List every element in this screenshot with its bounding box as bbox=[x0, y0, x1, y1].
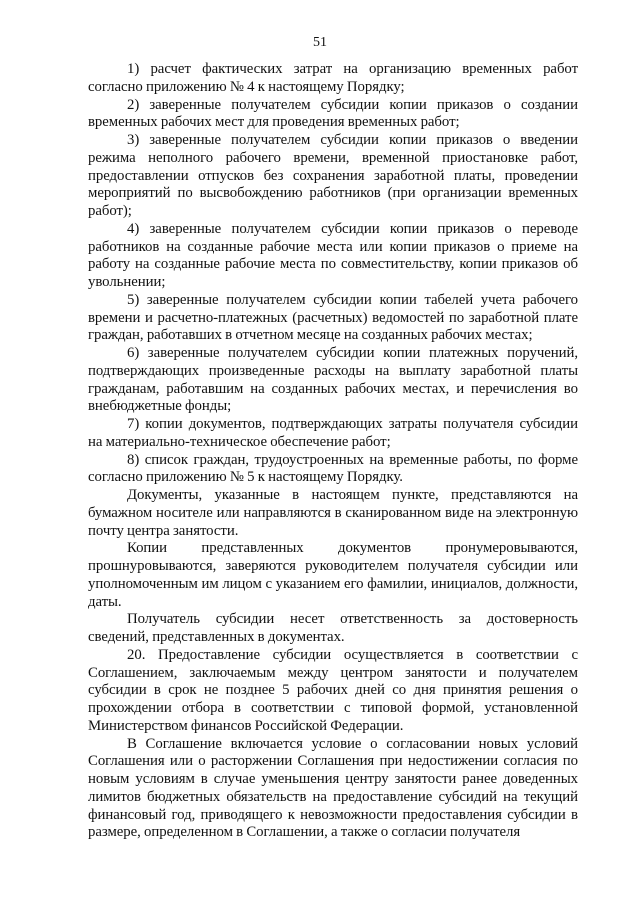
list-item-7: 7) копии документов, подтверждающих затраты получателя субсидии на материально-техническое обеспечение работ; bbox=[88, 416, 578, 450]
list-item-6: 6) заверенные получателем субсидии копии платежных поручений, подтверждающих произведенные расходы на выплату заработной платы гражданам, работавшим на созданных рабочих местах, и перечисления во внебюджетные фонды; bbox=[88, 345, 578, 415]
page-number: 51 bbox=[313, 35, 327, 50]
list-item-2: 2) заверенные получателем субсидии копии приказов о создании временных рабочих мест для проведения временных работ; bbox=[88, 96, 578, 131]
list-item-1: 1) расчет фактических затрат на организацию временных работ согласно приложению № 4 к настоящему Порядку; bbox=[88, 61, 578, 95]
documents-submission-paragraph: Документы, указанные в настоящем пункте, представляются на бумажном носителе или направляются в сканированном виде на электронную почту центра занятости. bbox=[88, 487, 578, 539]
list-item-5: 5) заверенные получателем субсидии копии табелей учета рабочего времени и расчетно-платежных (расчетных) ведомостей по заработной плате граждан, работавших в отчетном месяце на созданных рабочих местах; bbox=[88, 291, 578, 344]
list-item-8: 8) список граждан, трудоустроенных на временные работы, по форме согласно приложению № 5 к настоящему Порядку. bbox=[88, 451, 578, 486]
list-item-3: 3) заверенные получателем субсидии копии приказов о введении режима неполного рабочего времени, временной приостановке работ, предоставлении отпусков без сохранения заработной платы, проведении мероприятий по высвобождению работников (при организации временных работ); bbox=[88, 132, 578, 219]
copies-certification-paragraph: Копии представленных документов пронумеровываются, прошнуровываются, заверяются руководителем получателя субсидии или уполномоченным им лицом с указанием его фамилии, инициалов, должности, даты. bbox=[88, 540, 578, 610]
clause-20-paragraph: 20. Предоставление субсидии осуществляется в соответствии с Соглашением, заключаемым между центром занятости и получателем субсидии в срок не позднее 5 рабочих дней со дня принятия решения о прохождении отбора в соответствии с типовой формой, установленной Министерством финансов Российской Федерации. bbox=[88, 646, 578, 734]
list-item-4: 4) заверенные получателем субсидии копии приказов о переводе работников на созданные рабочие места или копии приказов о приеме на работу на созданные рабочие места по совместительству, копии приказов об увольнении; bbox=[88, 220, 578, 290]
recipient-responsibility-paragraph: Получатель субсидии несет ответственность за достоверность сведений, представленных в документах. bbox=[88, 611, 578, 645]
agreement-conditions-paragraph: В Соглашение включается условие о согласовании новых условий Соглашения или о расторжении Соглашения при недостижении согласия по новым условиям в случае уменьшения центру занятости ранее доведенных лимитов бюджетных обязательств на предоставление субсидий на текущий финансовый год, приводящего к невозможности предоставления субсидии в размере, определенном в Соглашении, а также о согласии получателя bbox=[88, 735, 578, 841]
document-body bbox=[88, 61, 578, 842]
